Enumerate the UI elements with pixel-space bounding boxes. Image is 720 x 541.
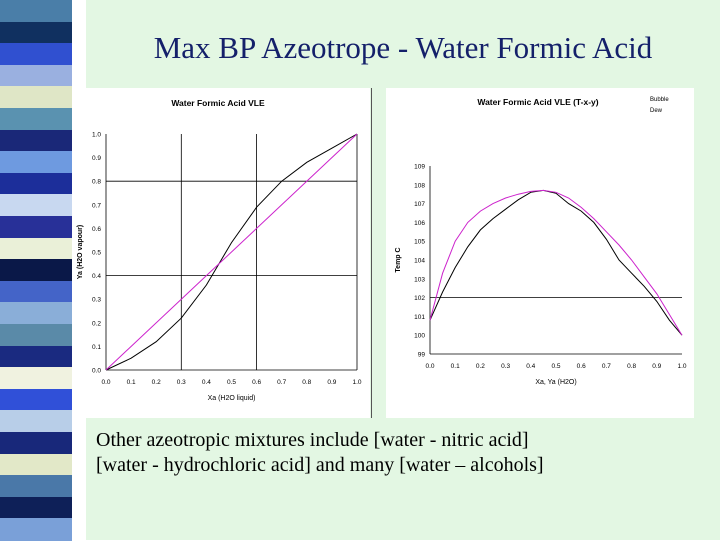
y-tick-label: 0.8	[91, 178, 101, 186]
y-tick-label: 103	[414, 276, 425, 284]
y-tick-label: 101	[414, 313, 425, 321]
stripe-block	[0, 410, 72, 433]
xy-diagram-chart	[77, 88, 370, 418]
y-tick-label: 107	[414, 201, 425, 209]
stripe-block	[0, 389, 72, 412]
y-tick-label: 0.9	[91, 155, 101, 163]
x-tick-label: 0.2	[475, 363, 485, 370]
panel-divider	[371, 88, 372, 418]
x-tick-label: 0.5	[226, 379, 237, 386]
stripe-block	[0, 367, 72, 390]
y-tick-label: 0.2	[91, 320, 101, 328]
series-line	[106, 134, 357, 370]
stripe-block	[0, 302, 72, 325]
y-tick-label: 99	[417, 351, 425, 359]
y-tick-label: 109	[414, 163, 425, 171]
x-tick-label: 0.3	[501, 363, 511, 370]
y-tick-label: 0.1	[91, 343, 101, 351]
x-tick-label: 0.2	[151, 379, 161, 386]
stripe-block	[0, 130, 72, 153]
txy-chart-panel	[386, 88, 694, 418]
caption-text	[96, 428, 696, 478]
stripe-block	[0, 22, 72, 45]
stripe-block	[0, 518, 72, 541]
stripe-block	[0, 432, 72, 455]
x-tick-label: 0.5	[551, 363, 561, 370]
caption-line-2: [water - hydrochloric acid] and many [water – alcohols]	[96, 454, 544, 476]
x-tick-label: 0.9	[327, 379, 337, 386]
y-axis-label: Temp C	[395, 247, 402, 273]
y-axis-label: Ya (H2O vapour)	[77, 224, 84, 280]
x-tick-label: 0.1	[450, 363, 460, 370]
x-tick-label: 0.6	[576, 363, 586, 370]
y-tick-label: 0.6	[91, 225, 101, 233]
y-tick-label: 104	[414, 257, 425, 265]
x-tick-label: 0.0	[425, 363, 435, 370]
stripe-block	[0, 108, 72, 131]
chart-title: Water Formic Acid VLE	[171, 98, 265, 108]
chart-title: Water Formic Acid VLE (T-x-y)	[477, 97, 599, 107]
stripe-block	[0, 194, 72, 217]
x-tick-label: 1.0	[677, 363, 687, 370]
x-tick-label: 0.4	[526, 363, 536, 370]
stripe-block	[0, 151, 72, 174]
stripe-block	[0, 281, 72, 304]
stripe-block	[0, 216, 72, 239]
x-tick-label: 0.8	[627, 363, 637, 370]
y-tick-label: 0.4	[91, 273, 101, 281]
y-tick-label: 102	[414, 295, 425, 303]
x-tick-label: 0.7	[277, 379, 287, 386]
x-tick-label: 0.8	[302, 379, 312, 386]
stripe-block	[0, 0, 72, 23]
y-tick-label: 108	[414, 182, 425, 190]
x-tick-label: 0.7	[601, 363, 611, 370]
txy-diagram-chart	[386, 88, 694, 418]
decorative-stripe	[0, 0, 72, 540]
y-tick-label: 0.3	[91, 296, 101, 304]
x-tick-label: 0.3	[176, 379, 186, 386]
y-tick-label: 1.0	[91, 131, 101, 139]
stripe-block	[0, 346, 72, 369]
x-axis-label: Xa, Ya (H2O)	[535, 379, 577, 386]
stripe-block	[0, 324, 72, 347]
legend-entry: Dew	[650, 108, 663, 114]
x-tick-label: 0.9	[652, 363, 662, 370]
y-tick-label: 0.0	[91, 367, 101, 375]
slide-title: Max BP Azeotrope - Water Formic Acid	[153, 30, 653, 65]
x-tick-label: 0.0	[101, 379, 111, 386]
x-tick-label: 0.6	[252, 379, 262, 386]
legend-entry: Bubble	[650, 97, 669, 103]
y-tick-label: 0.7	[91, 202, 101, 210]
stripe-block	[0, 65, 72, 88]
y-tick-label: 106	[414, 219, 425, 227]
series-line	[430, 190, 682, 335]
stripe-block	[0, 86, 72, 109]
xy-chart-panel	[77, 88, 370, 418]
stripe-block	[0, 173, 72, 196]
stripe-block	[0, 497, 72, 520]
x-tick-label: 0.1	[126, 379, 136, 386]
stripe-block	[0, 43, 72, 66]
y-tick-label: 0.5	[91, 249, 101, 257]
stripe-block	[0, 238, 72, 261]
stripe-block	[0, 259, 72, 282]
x-tick-label: 1.0	[352, 379, 362, 386]
x-tick-label: 0.4	[201, 379, 211, 386]
series-line	[430, 190, 682, 335]
y-tick-label: 100	[414, 332, 425, 340]
y-tick-label: 105	[414, 238, 425, 246]
stripe-block	[0, 454, 72, 477]
caption-line-1: Other azeotropic mixtures include [water - nitric acid]	[96, 429, 529, 451]
x-axis-label: Xa (H2O liquid)	[207, 395, 256, 402]
stripe-block	[0, 475, 72, 498]
